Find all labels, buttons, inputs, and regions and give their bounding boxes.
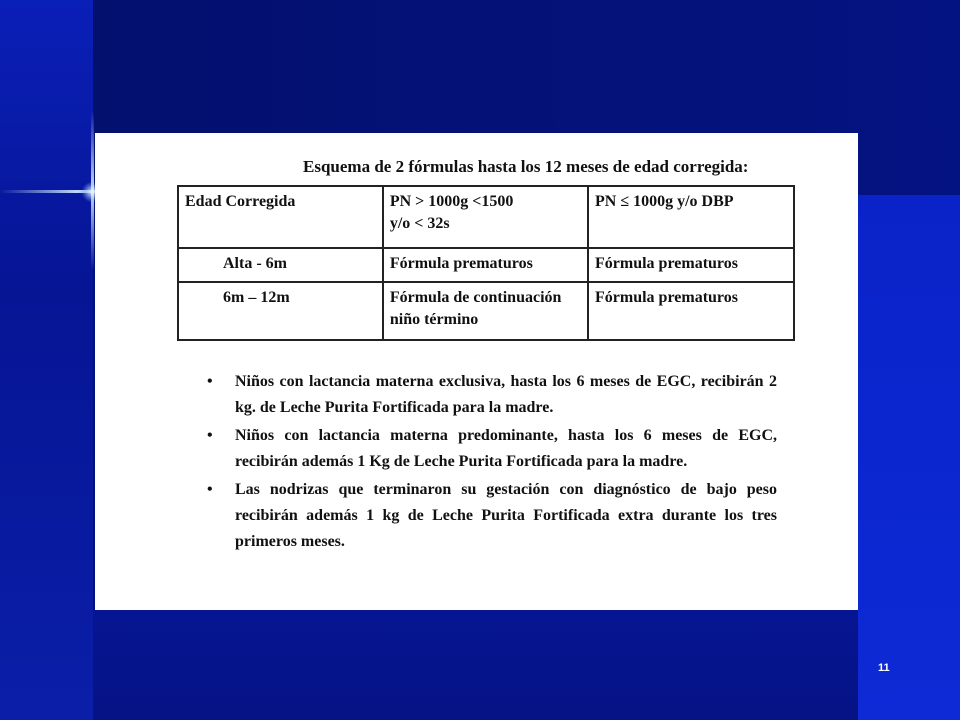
background-bottom-band [93,610,858,720]
bullet-marker: • [207,427,213,444]
bullet-marker: • [207,373,213,390]
background-right-band [858,195,960,720]
row-col3-cell [588,248,794,282]
row-col2-value-line1: Fórmula de continuación [389,289,562,306]
row-col2-cell [383,282,588,340]
row-col2-value-line2: niño término [389,311,479,328]
row-col2-line1 [390,287,581,309]
header-age-label: Edad Corregida [185,193,296,210]
header-weight-under-1000-cell [588,186,794,248]
bullet-marker: • [207,481,213,498]
content-panel [95,133,858,610]
table-row [178,248,794,282]
header-weight-1000-1500-cell [383,186,588,248]
list-item-text: Niños con lactancia materna predominante, hasta los 6 meses de EGC, recibirán además 1 Kg de Leche Purita Fortificada para la madre. [235,427,777,470]
header-col2-line1: PN > 1000g <1500 [389,193,514,210]
list-item-text: Niños con lactancia materna exclusiva, hasta los 6 meses de EGC, recibirán 2 kg. de Leche Purita Fortificada para la madre. [235,373,777,416]
row-age-label: Alta - 6m [223,255,287,272]
table-row [178,282,794,340]
background-left-band [0,0,93,720]
row-col3-value: Fórmula prematuros [595,255,738,272]
formula-scheme-table [177,185,795,341]
list-item [207,477,777,555]
slide-number: 11 [878,662,890,674]
list-item [207,369,777,421]
table-header-row [178,186,794,248]
row-col3-value: Fórmula prematuros [595,289,738,306]
row-col2-value: Fórmula prematuros [389,255,533,272]
row-col3-cell [588,282,794,340]
list-item-text: Las nodrizas que terminaron su gestación con diagnóstico de bajo peso recibirán además 1 kg de Leche Purita Fortificada extra durante los tres primeros meses. [235,481,777,550]
header-col2-line2: y/o < 32s [389,215,450,232]
header-col3-label: PN ≤ 1000g y/o DBP [595,193,734,210]
row-age-label: 6m – 12m [223,289,290,306]
row-age-cell [178,248,383,282]
row-age-cell [178,282,383,340]
bullet-list [207,369,777,557]
header-age-cell [178,186,383,248]
scheme-title: Esquema de 2 fórmulas hasta los 12 meses de edad corregida: [303,157,749,176]
row-col2-cell [383,248,588,282]
list-item [207,423,777,475]
